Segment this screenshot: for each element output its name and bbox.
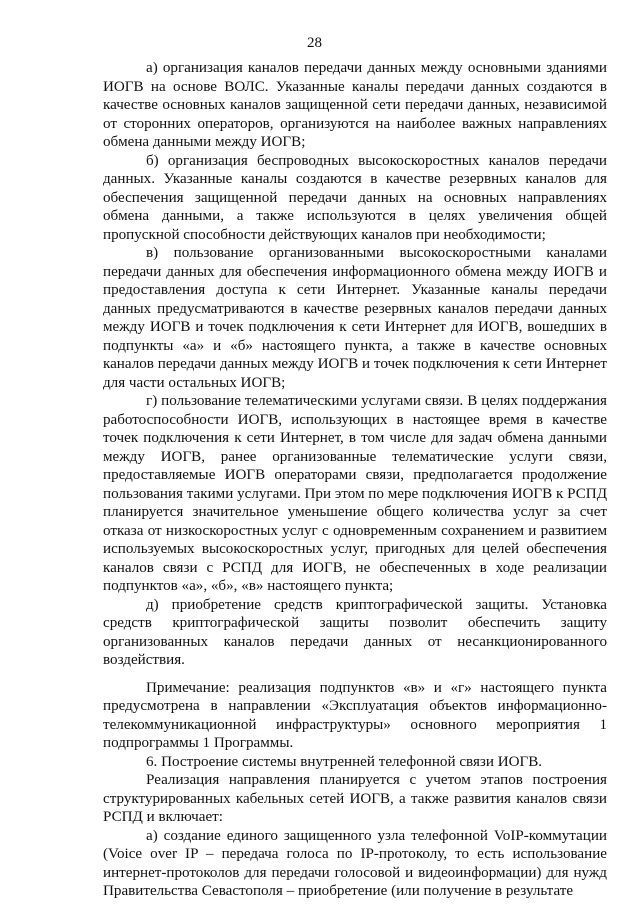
- paragraph-g-telematic-services: г) пользование телематическими услугами связи. В целях поддержания работоспособности ИОГВ, использующих в настоящее время в качестве точек подключения к сети Интернет, в том числе для задач обмена данными между ИОГВ, ранее организованные телематические услуги связи, предоставляемые ИОГВ операторами связи, предполагается продолжение пользования такими услугами. При этом по мере подключения ИОГВ к РСПД планируется значительное уменьшение общего количества услуг за счет отказа от низкоскоростных услуг с одновременным сохранением и развитием используемых высокоскоростных услуг, пригодных для целей обеспечения каналов связи с РСПД для ИОГВ, не обеспеченных в ходе реализации подпунктов «а», «б», «в» настоящего пункта;: [103, 393, 607, 594]
- paragraph-a-fiber-channels: а) организация каналов передачи данных между основными зданиями ИОГВ на основе ВОЛС. Указанные каналы передачи данных создаются в качестве основных каналов защищенной сети передачи данных, независимой от сторонних операторов, организуются на наиболее важных направлениях обмена данными между ИОГВ;: [103, 60, 607, 150]
- paragraph-implementation: Реализация направления планируется с учетом этапов построения структурированных кабельных сетей ИОГВ, а также развития каналов связи РСПД и включает:: [103, 772, 607, 825]
- paragraph-note: Примечание: реализация подпунктов «в» и «г» настоящего пункта предусмотрена в направлении «Эксплуатация объектов информационно-телекоммуникационной инфраструктуры» основного мероприятия 1 подпрограммы 1 Программы.: [103, 679, 607, 751]
- paragraph-a-voip-node: а) создание единого защищенного узла телефонной VoIP-коммутации (Voice over IP – передача голоса по IP-протоколу, то есть использование интернет-протоколов для передачи голосовой и видеоинформации) для нужд Правительства Севастополя – приобретение (или получение в результате: [103, 827, 607, 899]
- page-number: 28: [307, 35, 322, 51]
- section-heading-telephony: 6. Построение системы внутренней телефонной связи ИОГВ.: [146, 753, 543, 770]
- document-body: [103, 59, 607, 901]
- paragraph-v-high-speed-channels: в) пользование организованными высокоскоростными каналами передачи данных для обеспечения информационного обмена между ИОГВ и предоставления доступа к сети Интернет. Указанные каналы передачи данных предусматриваются в качестве резервных каналов передачи данных между ИОГВ и точек подключения к сети Интернет для ИОГВ, вошедших в подпункты «а» и «б» настоящего пункта, а также в качестве основных каналов передачи данных между ИОГВ и точек подключения к сети Интернет для части остальных ИОГВ;: [103, 245, 607, 391]
- paragraph-b-wireless-channels: б) организация беспроводных высокоскоростных каналов передачи данных. Указанные каналы создаются в качестве резервных каналов для обеспечения защищенной передачи данных на основных направлениях обмена данными, а также используются в целях увеличения общей пропускной способности действующих каналов при необходимости;: [103, 152, 607, 243]
- paragraph-d-crypto-protection: д) приобретение средств криптографической защиты. Установка средств криптографической защиты позволит обеспечить защиту организованных каналов передачи данных от несанкционированного воздействия.: [103, 596, 607, 668]
